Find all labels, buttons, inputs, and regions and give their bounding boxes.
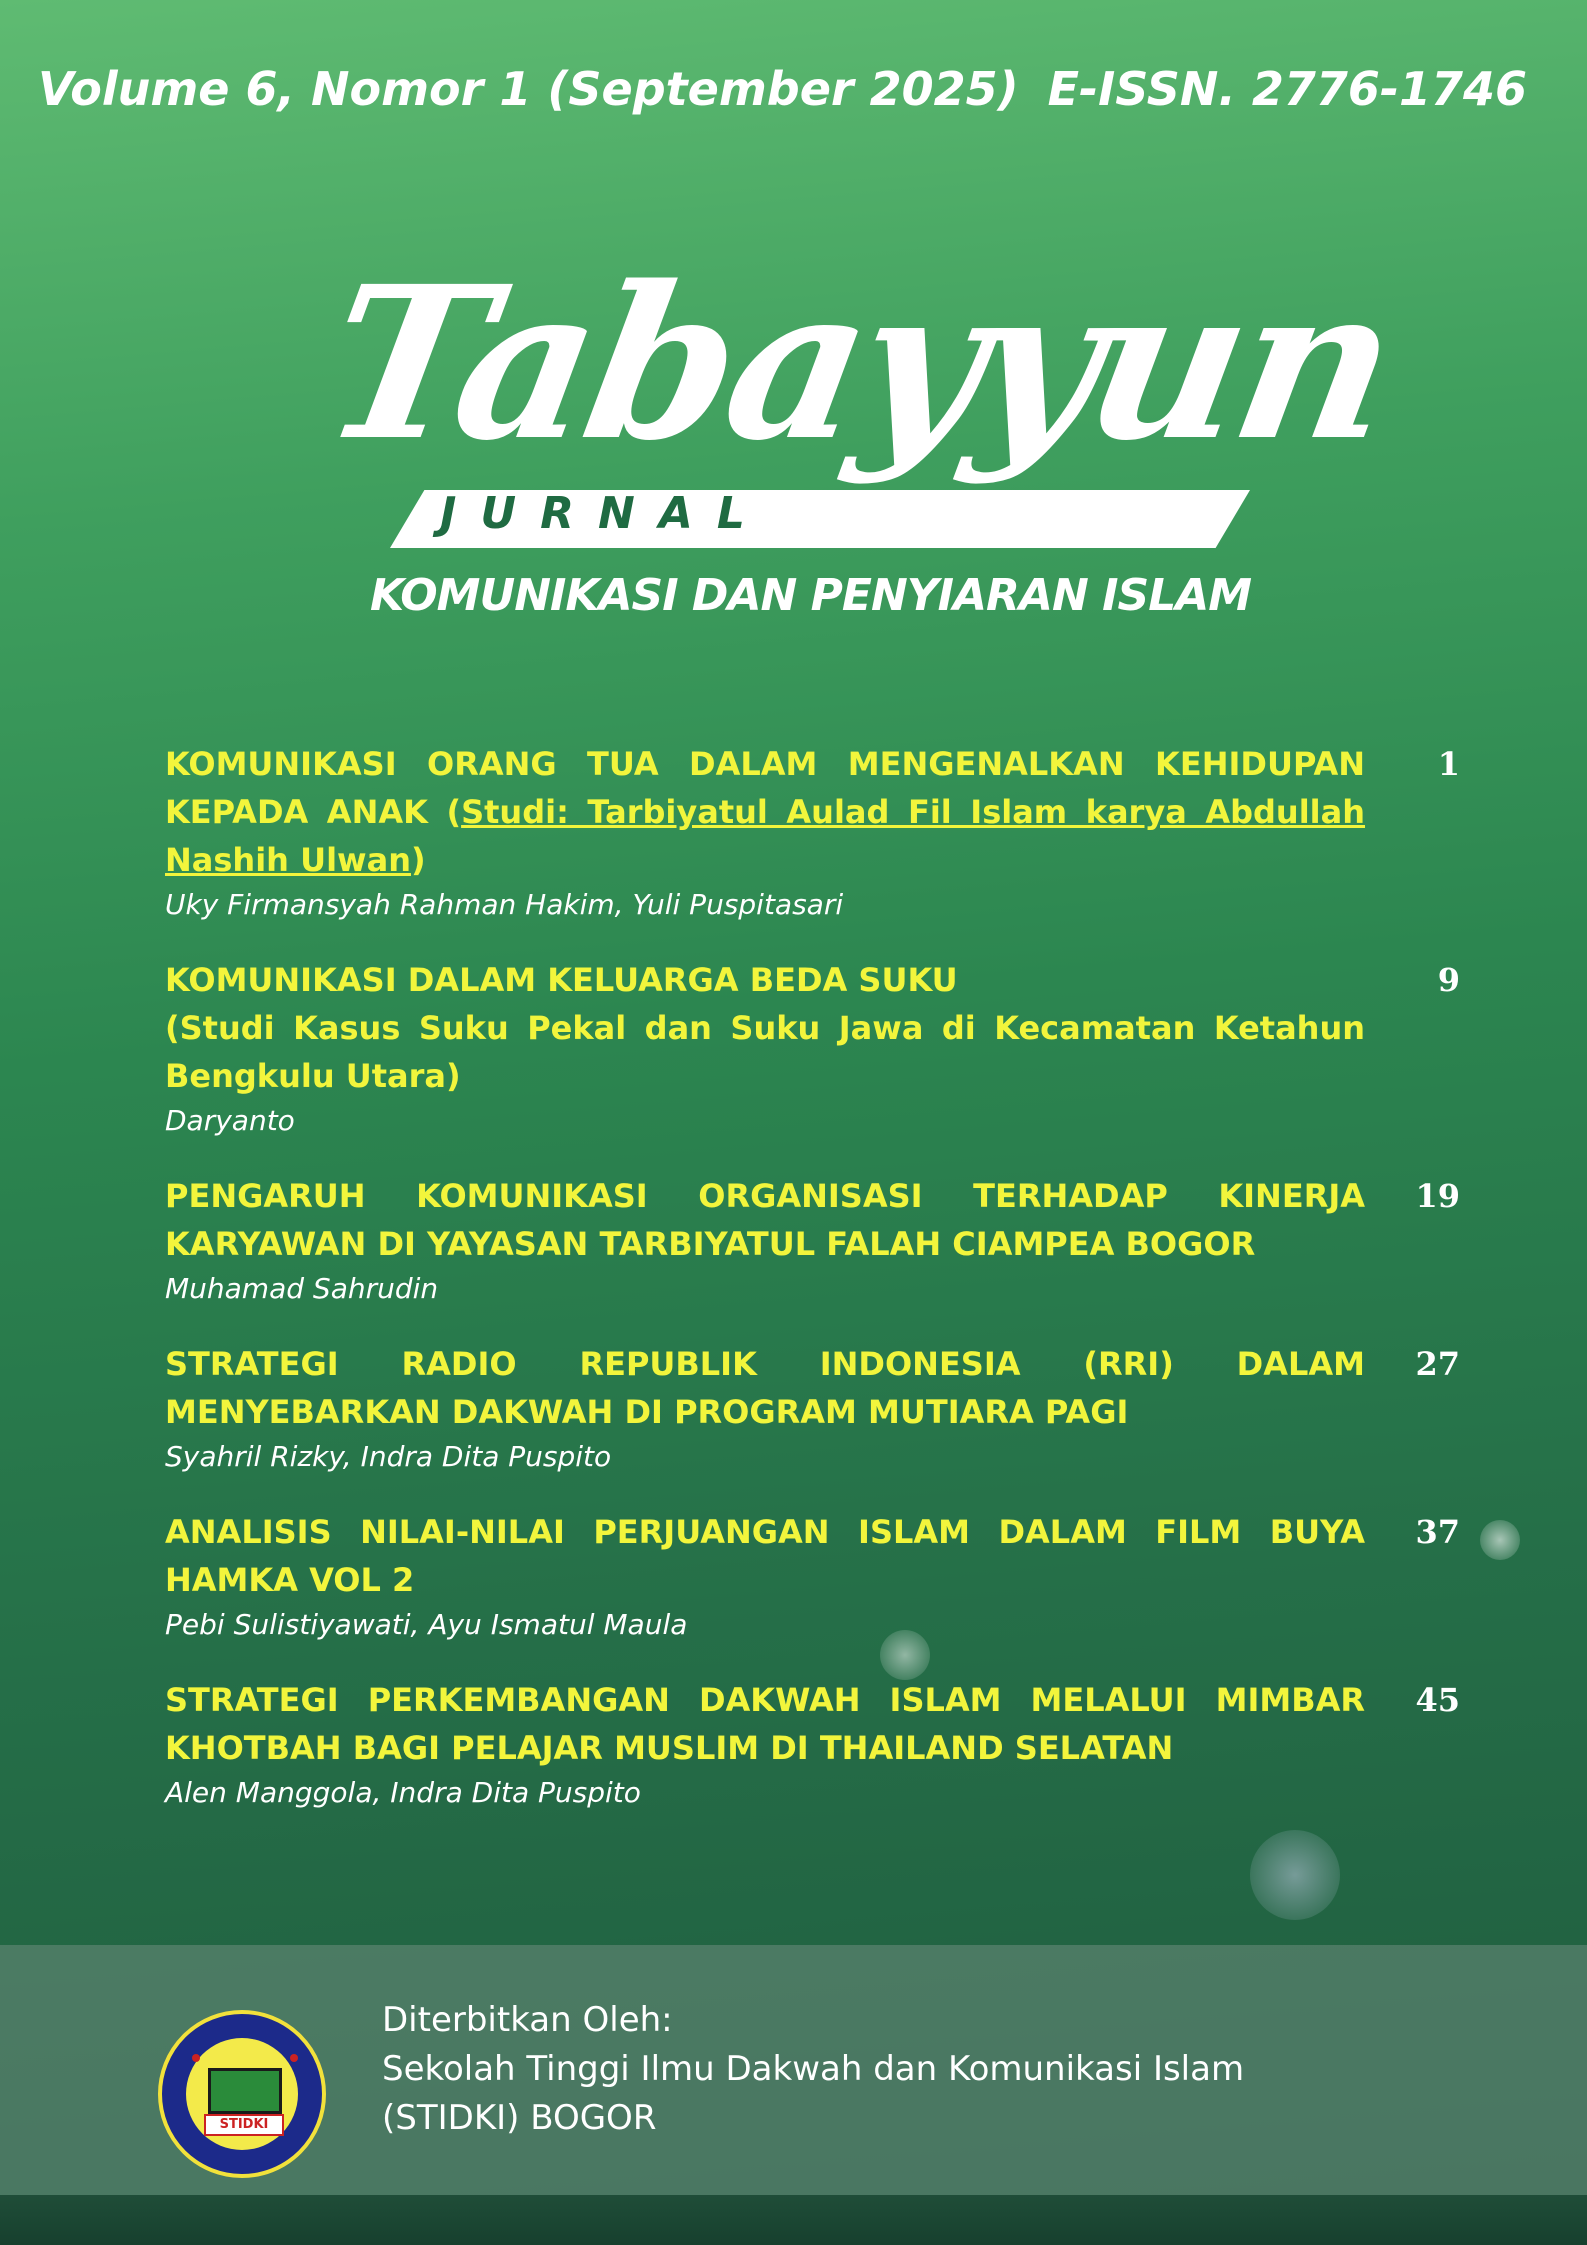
- stidki-seal-icon: [158, 2010, 326, 2178]
- page-number: 19: [1415, 1177, 1460, 1215]
- seal-tag: STIDKI: [204, 2114, 284, 2136]
- header-bar: [38, 62, 1527, 132]
- article-title: KOMUNIKASI DALAM KELUARGA BEDA SUKU: [165, 961, 958, 999]
- publisher-block: [382, 1996, 1244, 2143]
- article-authors: Daryanto: [165, 1104, 295, 1137]
- publisher-label: Diterbitkan Oleh:: [382, 2000, 673, 2040]
- toc-entry: [165, 956, 1460, 1142]
- page-number: 45: [1415, 1681, 1460, 1719]
- article-title: ANALISIS NILAI-NILAI PERJUANGAN ISLAM DALAM FILM BUYA HAMKA VOL 2: [165, 1513, 1365, 1599]
- logo-band-text: JURNAL: [440, 488, 769, 539]
- publisher-name: Sekolah Tinggi Ilmu Dakwah dan Komunikasi Islam: [382, 2049, 1245, 2089]
- seal-center: [186, 2038, 298, 2150]
- seal-dot: [290, 2054, 298, 2062]
- publisher-short: (STIDKI) BOGOR: [382, 2098, 657, 2138]
- page-number: 9: [1437, 961, 1460, 999]
- toc-entry: [165, 1340, 1460, 1478]
- page-number: 1: [1437, 745, 1460, 783]
- article-title: STRATEGI RADIO REPUBLIK INDONESIA (RRI) DALAM MENYEBARKAN DAKWAH DI PROGRAM MUTIARA PAGI: [165, 1345, 1365, 1431]
- article-authors: Uky Firmansyah Rahman Hakim, Yuli Puspitasari: [165, 888, 844, 921]
- article-authors: Alen Manggola, Indra Dita Puspito: [165, 1776, 641, 1809]
- journal-logo: [308, 240, 1409, 630]
- article-title: KOMUNIKASI ORANG TUA DALAM MENGENALKAN KEHIDUPAN KEPADA ANAK (Studi: Tarbiyatul Aulad Fil Islam karya Abdullah Nashih Ulwan): [165, 745, 1366, 879]
- article-authors: Syahril Rizky, Indra Dita Puspito: [165, 1440, 612, 1473]
- page-number: 27: [1415, 1345, 1460, 1383]
- toc-entry: [165, 1676, 1460, 1814]
- journal-subtitle: KOMUNIKASI DAN PENYIARAN ISLAM: [370, 570, 1252, 621]
- page-number: 37: [1415, 1513, 1460, 1551]
- light-glow: [1480, 1520, 1520, 1560]
- toc-entry: [165, 740, 1460, 926]
- logo-script-text: Tabayyun: [308, 240, 1409, 487]
- volume-label: Volume 6, Nomor 1 (September 2025): [38, 62, 1019, 116]
- table-of-contents: [165, 740, 1460, 1844]
- seal-dot: [192, 2054, 200, 2062]
- book-icon: [208, 2068, 282, 2114]
- footer-strip: [0, 2195, 1587, 2245]
- article-subtitle: (Studi Kasus Suku Pekal dan Suku Jawa di Kecamatan Ketahun Bengkulu Utara): [165, 1009, 1365, 1095]
- article-title: STRATEGI PERKEMBANGAN DAKWAH ISLAM MELALUI MIMBAR KHOTBAH BAGI PELAJAR MUSLIM DI THAILAND SELATAN: [165, 1681, 1365, 1767]
- toc-entry: [165, 1508, 1460, 1646]
- toc-entry: [165, 1172, 1460, 1310]
- article-authors: Muhamad Sahrudin: [165, 1272, 439, 1305]
- article-title: PENGARUH KOMUNIKASI ORGANISASI TERHADAP KINERJA KARYAWAN DI YAYASAN TARBIYATUL FALAH CIAMPEA BOGOR: [165, 1177, 1365, 1263]
- article-authors: Pebi Sulistiyawati, Ayu Ismatul Maula: [165, 1608, 688, 1641]
- issn-label: E-ISSN. 2776-1746: [1047, 62, 1527, 116]
- article-title-link[interactable]: Studi: Tarbiyatul Aulad Fil Islam karya Abdullah Nashih Ulwan: [165, 793, 1366, 879]
